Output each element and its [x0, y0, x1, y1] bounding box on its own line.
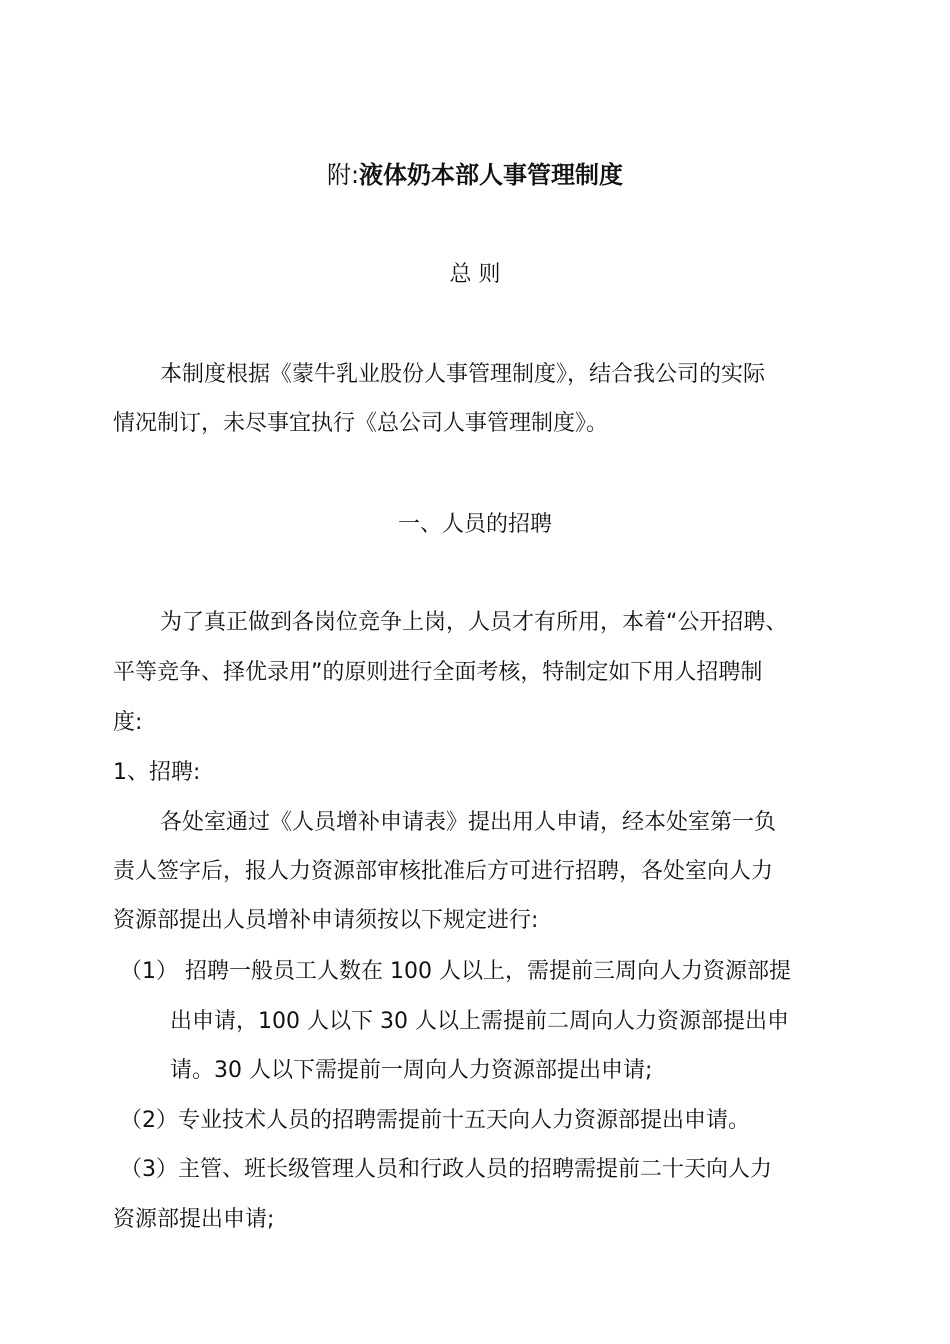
title-main: 液体奶本部人事管理制度 [359, 161, 624, 189]
intro-line-2: 情况制订，未尽事宜执行《总公司人事管理制度》。 [113, 411, 609, 436]
section1-heading: 一、人员的招聘 [397, 512, 552, 537]
item1-para-line-3: 资源部提出人员增补申请须按以下规定进行: [113, 908, 539, 933]
section1-para-line-1: 为了真正做到各岗位竞争上岗，人员才有所用，本着“公开招聘、 [160, 610, 788, 635]
item1-para-line-2: 责人签字后，报人力资源部审核批准后方可进行招聘，各处室向人力 [113, 859, 774, 884]
rule-3-line-1: （3）主管、班长级管理人员和行政人员的招聘需提前二十天向人力 [120, 1157, 772, 1182]
section1-para-line-3: 度: [113, 710, 143, 735]
rule-2: （2）专业技术人员的招聘需提前十五天向人力资源部提出申请。 [120, 1108, 750, 1133]
general-heading: 总 则 [449, 262, 501, 287]
section1-para-line-2: 平等竞争、择优录用”的原则进行全面考核，特制定如下用人招聘制 [113, 660, 763, 685]
title-prefix: 附: [326, 161, 360, 189]
rule-1-line-3: 请。30 人以下需提前一周向人力资源部提出申请; [170, 1058, 653, 1083]
item1-heading: 1、招聘: [113, 760, 201, 785]
document-title [0, 160, 950, 190]
rule-3-line-2: 资源部提出申请; [113, 1207, 275, 1232]
intro-line-1: 本制度根据《蒙牛乳业股份人事管理制度》，结合我公司的实际 [160, 362, 766, 387]
rule-1-line-2: 出申请，100 人以下 30 人以上需提前二周向人力资源部提出申 [170, 1009, 789, 1034]
item1-para-line-1: 各处室通过《人员增补申请表》提出用人申请，经本处室第一负 [160, 810, 777, 835]
rule-1-line-1: （1） 招聘一般员工人数在 100 人以上，需提前三周向人力资源部提 [120, 959, 791, 984]
